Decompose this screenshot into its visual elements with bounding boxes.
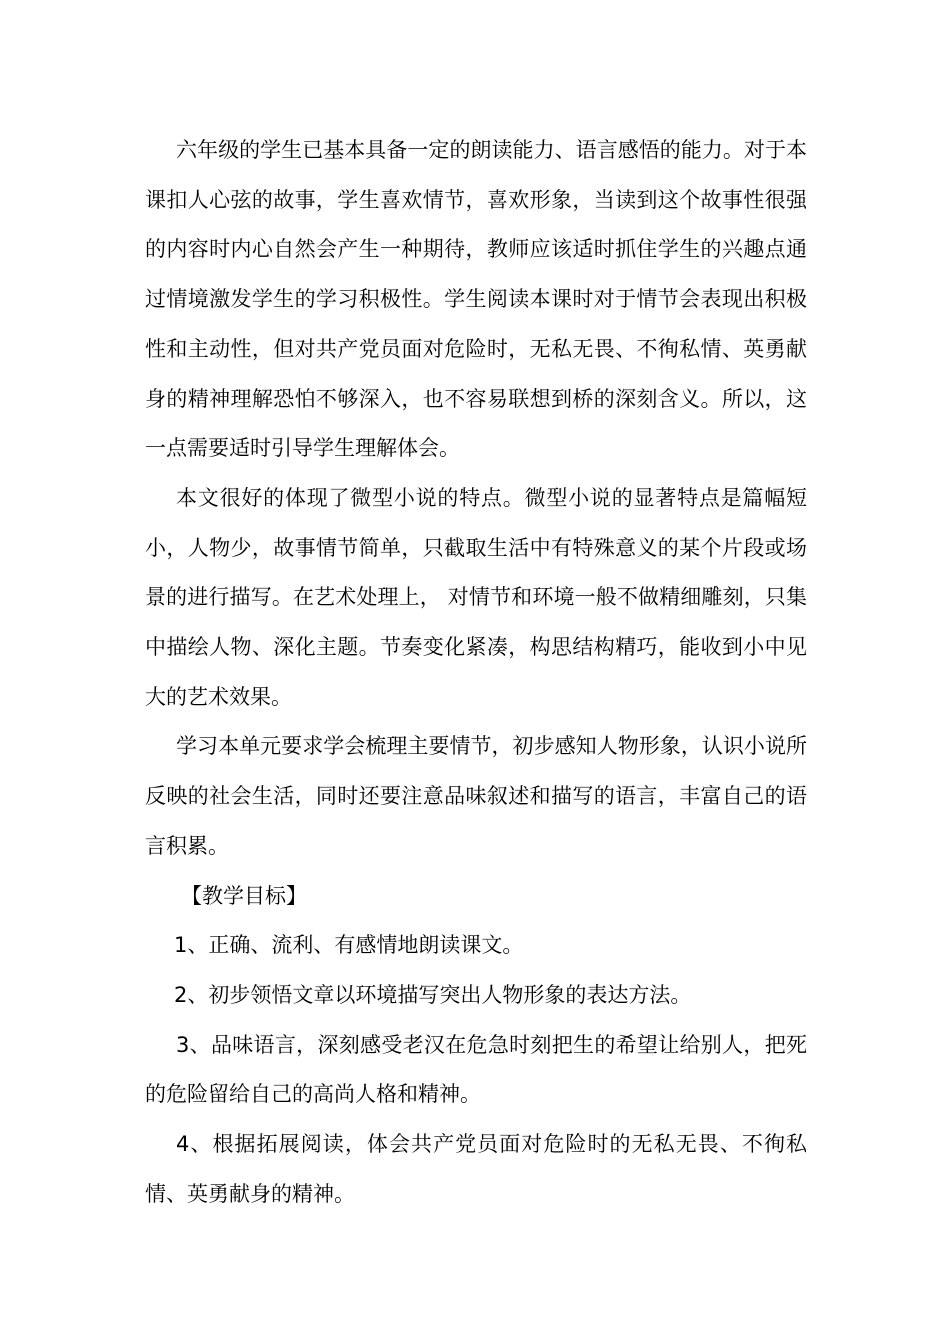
paragraph-student-analysis: 六年级的学生已基本具备一定的朗读能力、语言感悟的能力。对于本课扣人心弦的故事，学生喜欢情节，喜欢形象，当读到这个故事性很强的内容时内心自然会产生一种期待，教师应该适时抓住学生的兴趣点通过情境激发学生的学习积极性。学生阅读本课时对于情节会表现出积极性和主动性，但对共产党员面对危险时，无私无畏、不徇私情、英勇献身的精神理解恐怕不够深入，也不容易联想到桥的深刻含义。所以，这一点需要适时引导学生理解体会。 xyxy=(145,138,807,461)
objective-item-2: 2、初步领悟文章以环境描写突出人物形象的表达方法。 xyxy=(174,982,692,1007)
section-heading-objectives: 【教学目标】 xyxy=(181,883,307,908)
objective-item-3: 3、品味语言，深刻感受老汉在危急时刻把生的希望让给别人，把死的危险留给自己的高尚人格和精神。 xyxy=(145,1032,807,1107)
paragraph-unit-requirements: 学习本单元要求学会梳理主要情节，初步感知人物形象，认识小说所反映的社会生活，同时还要注意品味叙述和描写的语言，丰富自己的语言积累。 xyxy=(145,734,807,858)
objective-item-1: 1、正确、流利、有感情地朗读课文。 xyxy=(174,933,524,958)
paragraph-text-features: 本文很好的体现了微型小说的特点。微型小说的显著特点是篇幅短小，人物少，故事情节简单，只截取生活中有特殊意义的某个片段或场景的进行描写。在艺术处理上， 对情节和环境一般不做精细雕刻，只集中描绘人物、深化主题。节奏变化紧凑，构思结构精巧，能收到小中见大的艺术效果。 xyxy=(145,485,807,709)
objective-item-4: 4、根据拓展阅读，体会共产党员面对危险时的无私无畏、不徇私情、英勇献身的精神。 xyxy=(145,1132,807,1206)
document-body xyxy=(145,126,807,1219)
